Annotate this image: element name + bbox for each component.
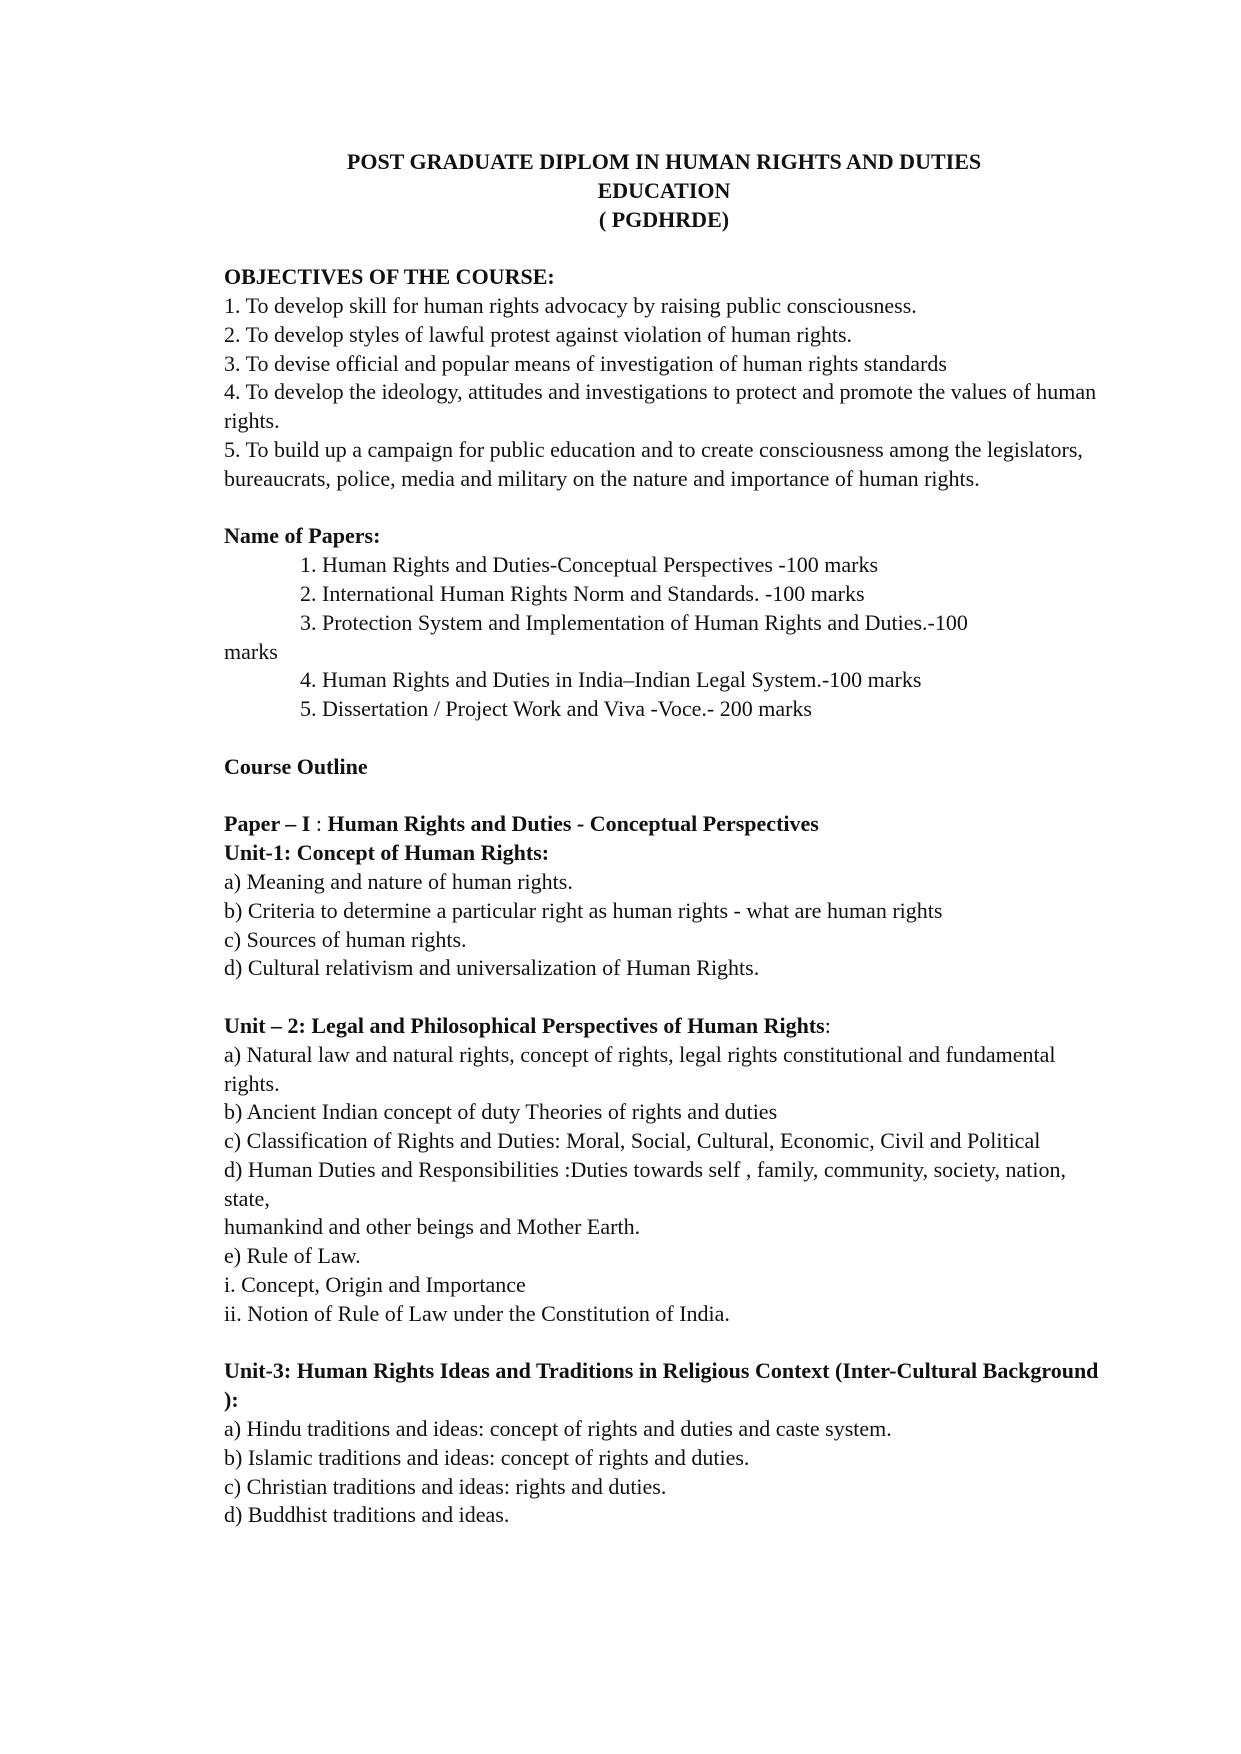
- unit-1-heading: Unit-1: Concept of Human Rights:: [224, 840, 550, 866]
- objective-item: 4. To develop the ideology, attitudes and investigations to protect and promote the values of human rights.: [224, 379, 1097, 434]
- paper-item-wrap: marks: [224, 638, 278, 664]
- paper-1-title: Human Rights and Duties - Conceptual Perspectives: [327, 811, 819, 837]
- unit-item: c) Classification of Rights and Duties: Moral, Social, Cultural, Economic, Civil and Political: [224, 1128, 1041, 1154]
- unit-item: b) Criteria to determine a particular right as human rights - what are human rights: [224, 897, 943, 923]
- unit-2-heading: [224, 1012, 1104, 1041]
- unit-2-heading-text: Unit – 2: Legal and Philosophical Perspectives of Human Rights: [224, 1012, 825, 1038]
- paper-item: 1. Human Rights and Duties-Conceptual Perspectives -100 marks: [300, 552, 879, 578]
- unit-item: d) Cultural relativism and universalization of Human Rights.: [224, 955, 760, 981]
- unit-item: d) Buddhist traditions and ideas.: [224, 1502, 510, 1528]
- objectives-heading: OBJECTIVES OF THE COURSE:: [224, 264, 555, 290]
- title-line-1: POST GRADUATE DIPLOM IN HUMAN RIGHTS AND DUTIES: [346, 149, 982, 174]
- paper-1-separator: :: [310, 811, 328, 837]
- title-line-3: ( PGDHRDE): [598, 206, 730, 232]
- objective-item: 3. To devise official and popular means of investigation of human rights standards: [224, 350, 947, 376]
- unit-item: a) Natural law and natural rights, concept of rights, legal rights constitutional and fundamental rights.: [224, 1041, 1056, 1096]
- unit-1-section: [224, 839, 1104, 983]
- unit-item: b) Ancient Indian concept of duty Theories of rights and duties: [224, 1099, 778, 1125]
- paper-item: 3. Protection System and Implementation of Human Rights and Duties.-100: [300, 609, 968, 635]
- paper-1-prefix: Paper – I: [224, 811, 311, 837]
- document-title: [214, 148, 1114, 234]
- unit-item: d) Human Duties and Responsibilities :Duties towards self , family, community, society, nation, state,: [224, 1156, 1066, 1211]
- unit-item: a) Meaning and nature of human rights.: [224, 868, 573, 894]
- unit-item: c) Christian traditions and ideas: rights and duties.: [224, 1473, 667, 1499]
- objective-item: 2. To develop styles of lawful protest against violation of human rights.: [224, 321, 853, 347]
- unit-item: ii. Notion of Rule of Law under the Constitution of India.: [224, 1300, 730, 1326]
- unit-item: i. Concept, Origin and Importance: [224, 1272, 526, 1298]
- unit-3-section: [224, 1357, 1104, 1530]
- objective-item: 1. To develop skill for human rights advocacy by raising public consciousness.: [224, 292, 917, 318]
- title-line-2: EDUCATION: [597, 177, 731, 203]
- papers-heading: Name of Papers:: [224, 523, 381, 549]
- document-content: [224, 148, 1104, 1530]
- unit-item: a) Hindu traditions and ideas: concept of rights and duties and caste system.: [224, 1416, 892, 1442]
- objective-item: 5. To build up a campaign for public education and to create consciousness among the legislators, bureaucrats, police, media and military on the nature and importance of human rights.: [224, 436, 1083, 491]
- paper-item: 4. Human Rights and Duties in India–Indian Legal System.-100 marks: [300, 667, 922, 693]
- unit-item: humankind and other beings and Mother Earth.: [224, 1214, 641, 1240]
- objectives-section: [224, 263, 1104, 493]
- paper-item: 5. Dissertation / Project Work and Viva -Voce.- 200 marks: [300, 696, 812, 722]
- unit-item: e) Rule of Law.: [224, 1243, 361, 1269]
- unit-item: b) Islamic traditions and ideas: concept of rights and duties.: [224, 1444, 750, 1470]
- paper-1-heading: [224, 810, 1104, 839]
- paper-item: 2. International Human Rights Norm and Standards. -100 marks: [300, 580, 865, 606]
- papers-section: [224, 522, 1104, 724]
- course-outline-heading: Course Outline: [224, 753, 368, 779]
- unit-2-section: [224, 1012, 1104, 1329]
- unit-3-heading: Unit-3: Human Rights Ideas and Traditions in Religious Context (Inter-Cultural Background ):: [224, 1358, 1099, 1413]
- unit-2-heading-colon: :: [824, 1012, 831, 1038]
- unit-item: c) Sources of human rights.: [224, 926, 467, 952]
